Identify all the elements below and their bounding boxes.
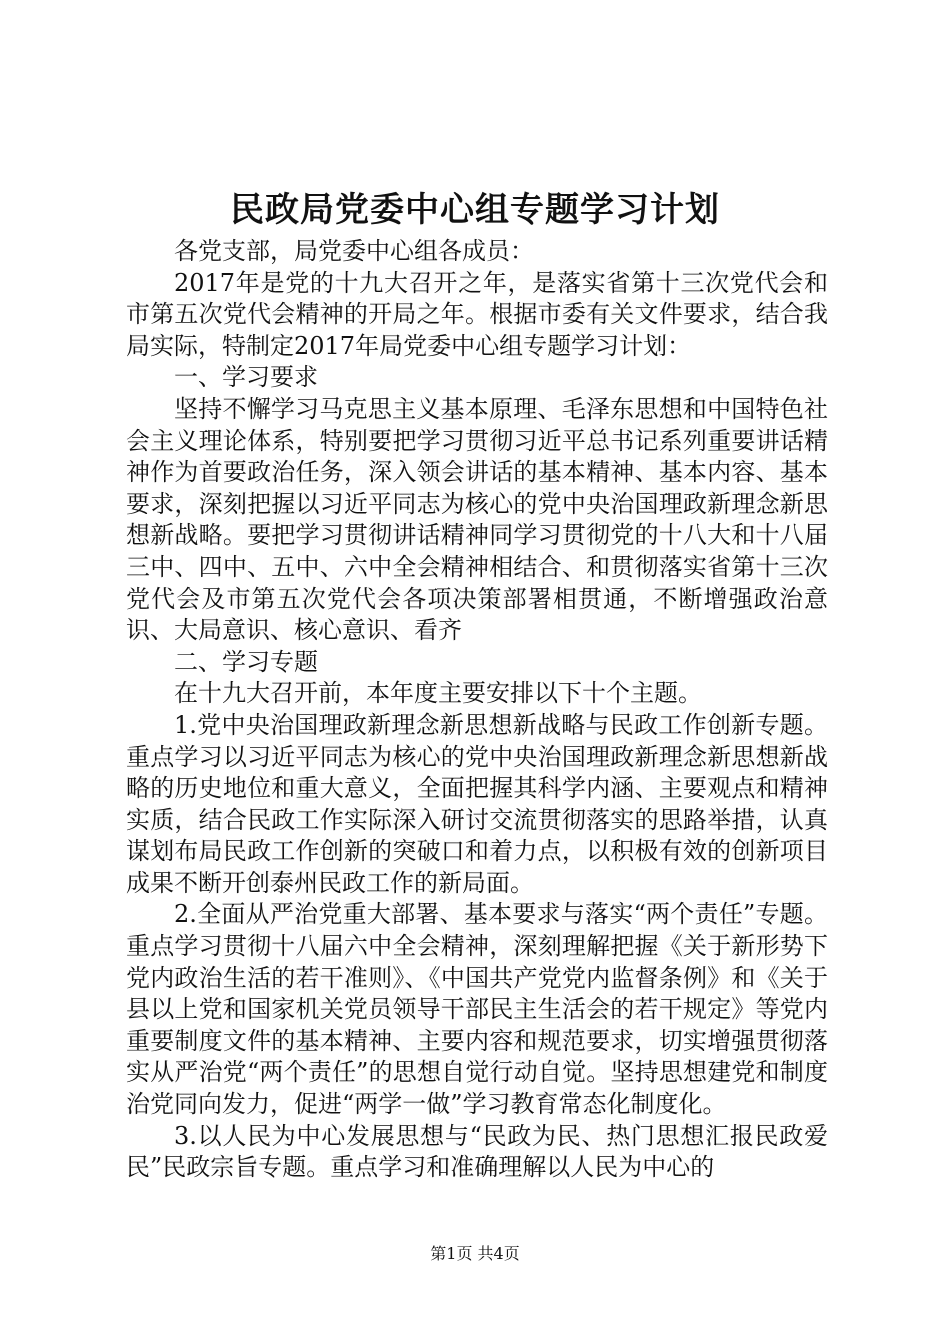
topic-1-paragraph: 1.党中央治国理政新理念新思想新战略与民政工作创新专题。重点学习以习近平同志为核心的党中央治国理政新理念新思想新战略的历史地位和重大意义，全面把握其科学内涵、主要观点和精神实质，结合民政工作实际深入研讨交流贯彻落实的思路举措，认真谋划布局民政工作创新的突破口和着力点，以积极有效的创新项目成果不断开创泰州民政工作的新局面。 bbox=[126, 710, 828, 897]
section-heading-requirements: 一、学习要求 bbox=[174, 363, 318, 392]
requirements-paragraph: 坚持不懈学习马克思主义基本原理、毛泽东思想和中国特色社会主义理论体系，特别要把学习贯彻习近平总书记系列重要讲话精神作为首要政治任务，深入领会讲话的基本精神、基本内容、基本要求，深刻把握以习近平同志为核心的党中央治国理政新理念新思想新战略。要把学习贯彻讲话精神同学习贯彻党的十八大和十八届三中、四中、五中、六中全会精神相结合、和贯彻落实省第十三次党代会及市第五次党代会各项决策部署相贯通，不断增强政治意识、大局意识、核心意识、看齐 bbox=[126, 394, 828, 645]
salutation-paragraph: 各党支部，局党委中心组各成员： bbox=[174, 237, 534, 265]
topic-3-paragraph: 3.以人民为中心发展思想与“民政为民、热门思想汇报民政爱民”民政宗旨专题。重点学习和准确理解以人民为中心的 bbox=[126, 1121, 828, 1182]
intro-paragraph: 2017年是党的十九大召开之年，是落实省第十三次党代会和市第五次党代会精神的开局之年。根据市委有关文件要求，结合我局实际，特制定2017年局党委中心组专题学习计划： bbox=[126, 268, 828, 360]
page-number-footer: 第1页 共4页 bbox=[430, 1244, 520, 1263]
topic-2-paragraph: 2.全面从严治党重大部署、基本要求与落实“两个责任”专题。重点学习贯彻十八届六中全会精神，深刻理解把握《关于新形势下党内政治生活的若干准则》、《中国共产党党内监督条例》和《关于县以上党和国家机关党员领导干部民主生活会的若干规定》等党内重要制度文件的基本精神、主要内容和规范要求，切实增强贯彻落实从严治党“两个责任”的思想自觉行动自觉。坚持思想建党和制度治党同向发力，促进“两学一做”学习教育常态化制度化。 bbox=[126, 900, 828, 1119]
section-heading-topics: 二、学习专题 bbox=[174, 647, 318, 676]
document-body bbox=[126, 236, 828, 1184]
document-title: 民政局党委中心组专题学习计划 bbox=[230, 190, 720, 230]
topics-intro-paragraph: 在十九大召开前，本年度主要安排以下十个主题。 bbox=[174, 679, 702, 708]
